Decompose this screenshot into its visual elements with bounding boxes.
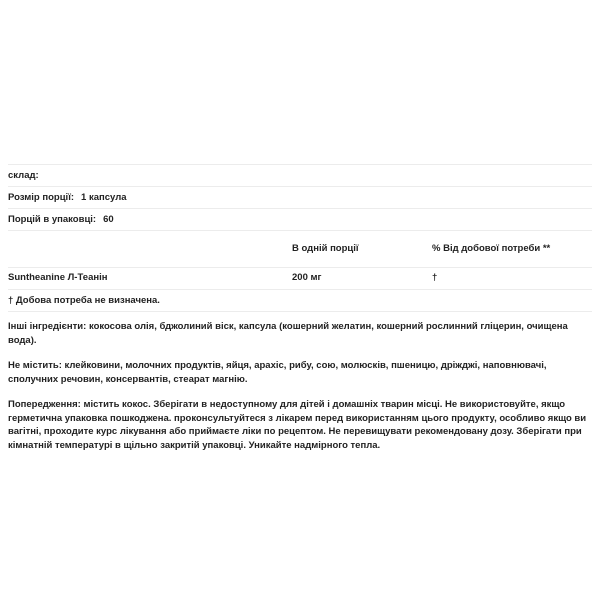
nutrition-table-header bbox=[8, 230, 592, 267]
ingredient-daily-value: † bbox=[432, 272, 438, 283]
servings-per-container-value: 60 bbox=[103, 213, 114, 225]
daily-value-header: % Від добової потреби ** bbox=[432, 243, 551, 254]
per-serving-header: В одній порції bbox=[292, 243, 359, 254]
servings-per-container-label: Порцій в упаковці: bbox=[8, 213, 97, 225]
warning-statement: Попередження: містить кокос. Зберігати в недоступному для дітей і домашніх тварин місці. Не використовуйте, якщо герметична упаковка пошкоджена. проконсультуйтеся з лікарем перед використанням цього продукту, особливо якщо ви вагітні, проходите курс лікування або приймаєте ліки по рецептом. Не перевищувати рекомендовану дозу. Зберігати при кімнатній температурі в щільно закритій упаковці. Уникайте надмірного тепла. bbox=[8, 399, 587, 451]
daily-value-footnote bbox=[8, 289, 592, 312]
other-ingredients: Інші інгредієнти: кокосова олія, бджолиний віск, капсула (кошерний желатин, кошерний рослинний гліцерин, очищена вода). bbox=[8, 321, 568, 346]
composition-title-row bbox=[8, 164, 592, 186]
serving-size-row bbox=[8, 186, 592, 208]
supplement-facts bbox=[8, 164, 592, 462]
serving-size-value: 1 капсула bbox=[81, 191, 127, 203]
composition-title: склад: bbox=[8, 169, 39, 181]
ingredient-name: Suntheanine Л-Теанін bbox=[8, 272, 108, 283]
free-of-statement: Не містить: клейковини, молочних продуктів, яйця, арахіс, рибу, сою, молюсків, пшеницю, дріжджі, наповнювачі, сполучних речовин, консервантів, стеарат магнію. bbox=[8, 360, 547, 385]
servings-per-container-row bbox=[8, 208, 592, 230]
serving-size-label: Розмір порції: bbox=[8, 191, 75, 203]
footnote-text: † Добова потреба не визначена. bbox=[8, 295, 160, 306]
table-row bbox=[8, 267, 592, 289]
ingredient-amount: 200 мг bbox=[292, 272, 322, 283]
